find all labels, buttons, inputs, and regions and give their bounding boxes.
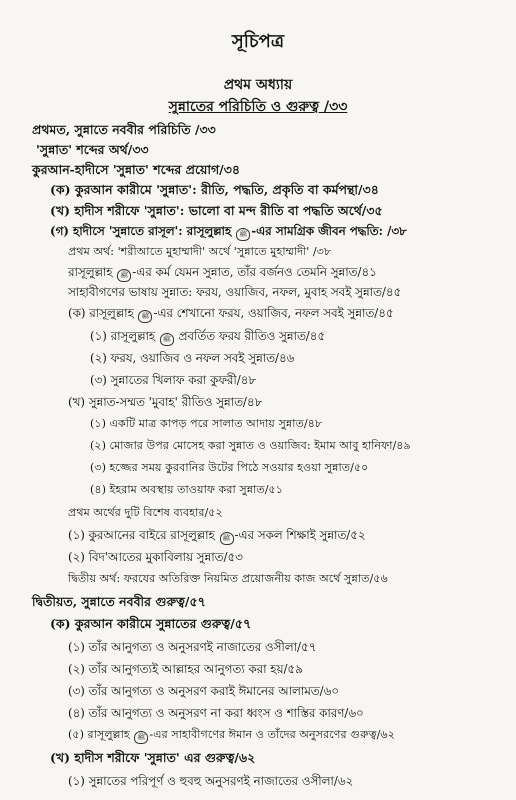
toc-entry: (৩) সুন্নাতের খিলাফ করা কুফরী/৪৮ [90, 373, 257, 387]
toc-entry: (২) ফরয, ওয়াজিব ও নফল সবই সুন্নাত/৪৬ [90, 351, 295, 365]
toc-entry: (গ) হাদীসে 'সুন্নাতে রাসূল': রাসূলুল্লাহ ﷺ -এর সামগ্রিক জীবন পদ্ধতি: /৩৮ [50, 223, 407, 241]
toc-entry: (ক) কুরআন কারীমে 'সুন্নাত': রীতি, পদ্ধতি, প্রকৃতি বা কর্মপন্থা/৩৪ [50, 182, 379, 197]
page-title: সূচিপত্র [231, 31, 285, 52]
toc-entry: দ্বিতীয়ত, সুন্নাতে নববীর গুরুত্ব/৫৭ [32, 594, 206, 609]
toc-entry: (খ) সুন্নাত-সম্মত 'মুবাহ' রীতিও সুন্নাত/৪৮ [68, 395, 263, 409]
toc-entry: (২) বিদ'আতের মুকাবিলায় সুন্নাত/৫৩ [68, 550, 243, 564]
toc-entry: (৩) হজ্জের সময় কুরবানির উটের পিঠে সওয়ার হওয়া সুন্নাত/৫০ [90, 461, 369, 474]
toc-entry: (১) রাসূলুল্লাহ ﷺ প্রবর্তিত ফরয রীতিও সুন্নাত/৪৫ [90, 328, 325, 346]
chapter-name: প্রথম অধ্যায় [223, 77, 293, 93]
toc-entry: (২) মোজার উপর মোসেহ করা সুন্নাত ও ওয়াজিব: ইমাম আবু হানিফা/৪৯ [90, 439, 411, 452]
toc-entry: (খ) হাদীস শরীফে 'সুন্নাত': ভালো বা মন্দ রীতি বা পদ্ধতি অর্থে/৩৫ [50, 203, 383, 218]
toc-entry: রাসূলুল্লাহ ﷺ -এর কর্ম যেমন সুন্নাত, তাঁর বর্জনও তেমনি সুন্নাত/৪১ [68, 264, 377, 282]
toc-entry: (৩) তাঁর আনুগত্য ও অনুসরণ করাই ঈমানের আলামত/৬০ [68, 684, 339, 698]
toc-entry: (১) কুরআনের বাইরে রাসূলুল্লাহ ﷺ -এর সকল শিক্ষাই সুন্নাত/৫২ [68, 527, 366, 545]
toc-entry: দ্বিতীয় অর্থ: ফরযের অতিরিক্ত নিয়মিত প্রয়োজনীয় কাজ অর্থে সুন্নাত/৫৬ [68, 572, 388, 585]
toc-entry: 'সুন্নাত' শব্দের অর্থ/৩৩ [36, 142, 149, 157]
toc-entry: সাহাবীগণের ভাষায় সুন্নাত: ফরয, ওয়াজিব, নফল, মুবাহ সবই সুন্নাত/৪৫ [68, 285, 402, 299]
toc-entry: (১) সুন্নাতের পরিপূর্ণ ও হুবহু অনুসরণই নাজাতের ওসীলা/৬২ [68, 774, 354, 788]
toc-entry: (খ) হাদীস শরীফে 'সুন্নাত' এর গুরুত্ব/৬২ [50, 750, 256, 765]
toc-entry: (৪) ইহরাম অবস্থায় তাওয়াফ করা সুন্নাত/৫১ [90, 483, 284, 496]
toc-entry: কুরআন-হাদীসে 'সুন্নাত' শব্দের প্রয়োগ/৩৪ [32, 162, 240, 177]
toc-entry: প্রথমত, সুন্নাতে নববীর পরিচিতি /৩৩ [32, 122, 216, 137]
salutation-icon: ﷺ [220, 532, 234, 545]
toc-entry: (১) তাঁর আনুগত্য ও অনুসরণই নাজাতের ওসীলা/৫৭ [68, 640, 317, 654]
toc-entry: (ক) রাসূলুল্লাহ ﷺ -এর শেখানো ফরয, ওয়াজিব, নফল সবই সুন্নাত/৪৫ [68, 305, 394, 323]
toc-entry: (১) একটি মাত্র কাপড় পরে সালাত আদায় সুন্নাত/৪৮ [90, 417, 323, 430]
salutation-icon: ﷺ [117, 269, 131, 282]
chapter-subtitle: সুন্নাতের পরিচিতি ও গুরুত্ব /৩৩ [168, 99, 348, 115]
toc-entry: প্রথম অর্থের দুটি বিশেষ ব্যবহার/৫২ [68, 506, 223, 519]
toc-entry: (৫) রাসূলুল্লাহ ﷺ -এর সাহাবীগণের ঈমান ও তাঁদের অনুসরণের গুরুত্ব/৬২ [68, 727, 395, 744]
toc-entry: প্রথম অর্থ: 'শরীআতে মুহাম্মাদী' অর্থে 'সুন্নাতে মুহাম্মাদী' /৩৮ [68, 245, 332, 258]
toc-entry: (২) তাঁর আনুগত্যই আল্লাহর আনুগত্য করা হয়/৫৯ [68, 662, 303, 676]
salutation-icon: ﷺ [134, 731, 148, 744]
salutation-icon: ﷺ [138, 310, 152, 323]
toc-entry: (৪) তাঁর আনুগত্য ও অনুসরণ না করা ধ্বংস ও শাস্তির কারণ/৬০ [68, 706, 364, 720]
toc-entry: (ক) কুরআন কারীমে সুন্নাতের গুরুত্ব/৫৭ [50, 616, 252, 631]
salutation-icon: ﷺ [236, 228, 250, 241]
salutation-icon: ﷺ [160, 333, 174, 346]
